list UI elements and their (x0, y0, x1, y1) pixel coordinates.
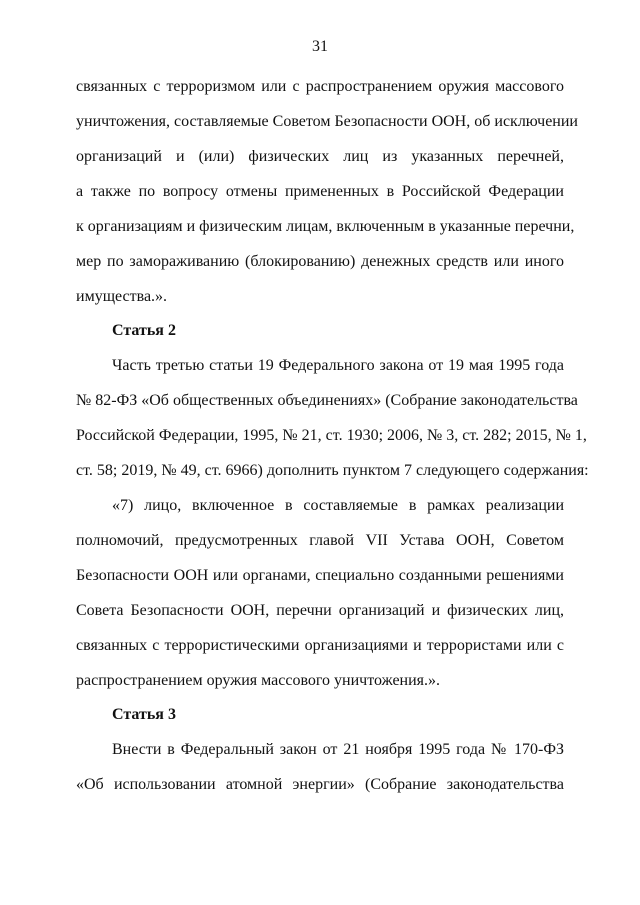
body-line: Российской Федерации, 1995, № 21, ст. 1930; 2006, № 3, ст. 282; 2015, № 1, (76, 427, 587, 444)
body-line: Совета Безопасности ООН, перечни организаций и физических лиц, (76, 602, 564, 619)
body-line: мер по замораживанию (блокированию) денежных средств или иного (76, 253, 564, 270)
body-line: № 82-ФЗ «Об общественных объединениях» (Собрание законодательства (76, 392, 578, 409)
body-line: а также по вопросу отмены примененных в Российской Федерации (76, 183, 564, 200)
body-line: уничтожения, составляемые Советом Безопасности ООН, об исключении (76, 113, 578, 130)
body-line: «7) лицо, включенное в составляемые в рамках реализации (112, 497, 564, 514)
article-heading: Статья 2 (112, 322, 176, 339)
body-line: ст. 58; 2019, № 49, ст. 6966) дополнить пунктом 7 следующего содержания: (76, 462, 589, 479)
body-line: Внести в Федеральный закон от 21 ноября 1995 года № 170-ФЗ (112, 741, 564, 758)
body-line: организаций и (или) физических лиц из указанных перечней, (76, 148, 564, 165)
body-line: Безопасности ООН или органами, специально созданными решениями (76, 567, 564, 584)
body-line: полномочий, предусмотренных главой VII Устава ООН, Советом (76, 532, 564, 549)
body-line: связанных с терроризмом или с распространением оружия массового (76, 78, 564, 95)
article-heading: Статья 3 (112, 706, 176, 723)
body-line: связанных с террористическими организациями и террористами или с (76, 637, 564, 654)
body-line: распространением оружия массового уничтожения.». (76, 672, 441, 689)
page-number: 31 (312, 38, 328, 55)
body-line: Часть третью статьи 19 Федерального закона от 19 мая 1995 года (112, 357, 564, 374)
body-line: имущества.». (76, 288, 168, 305)
body-line: к организациям и физическим лицам, включенным в указанные перечни, (76, 218, 575, 235)
body-line: «Об использовании атомной энергии» (Собрание законодательства (76, 776, 564, 793)
